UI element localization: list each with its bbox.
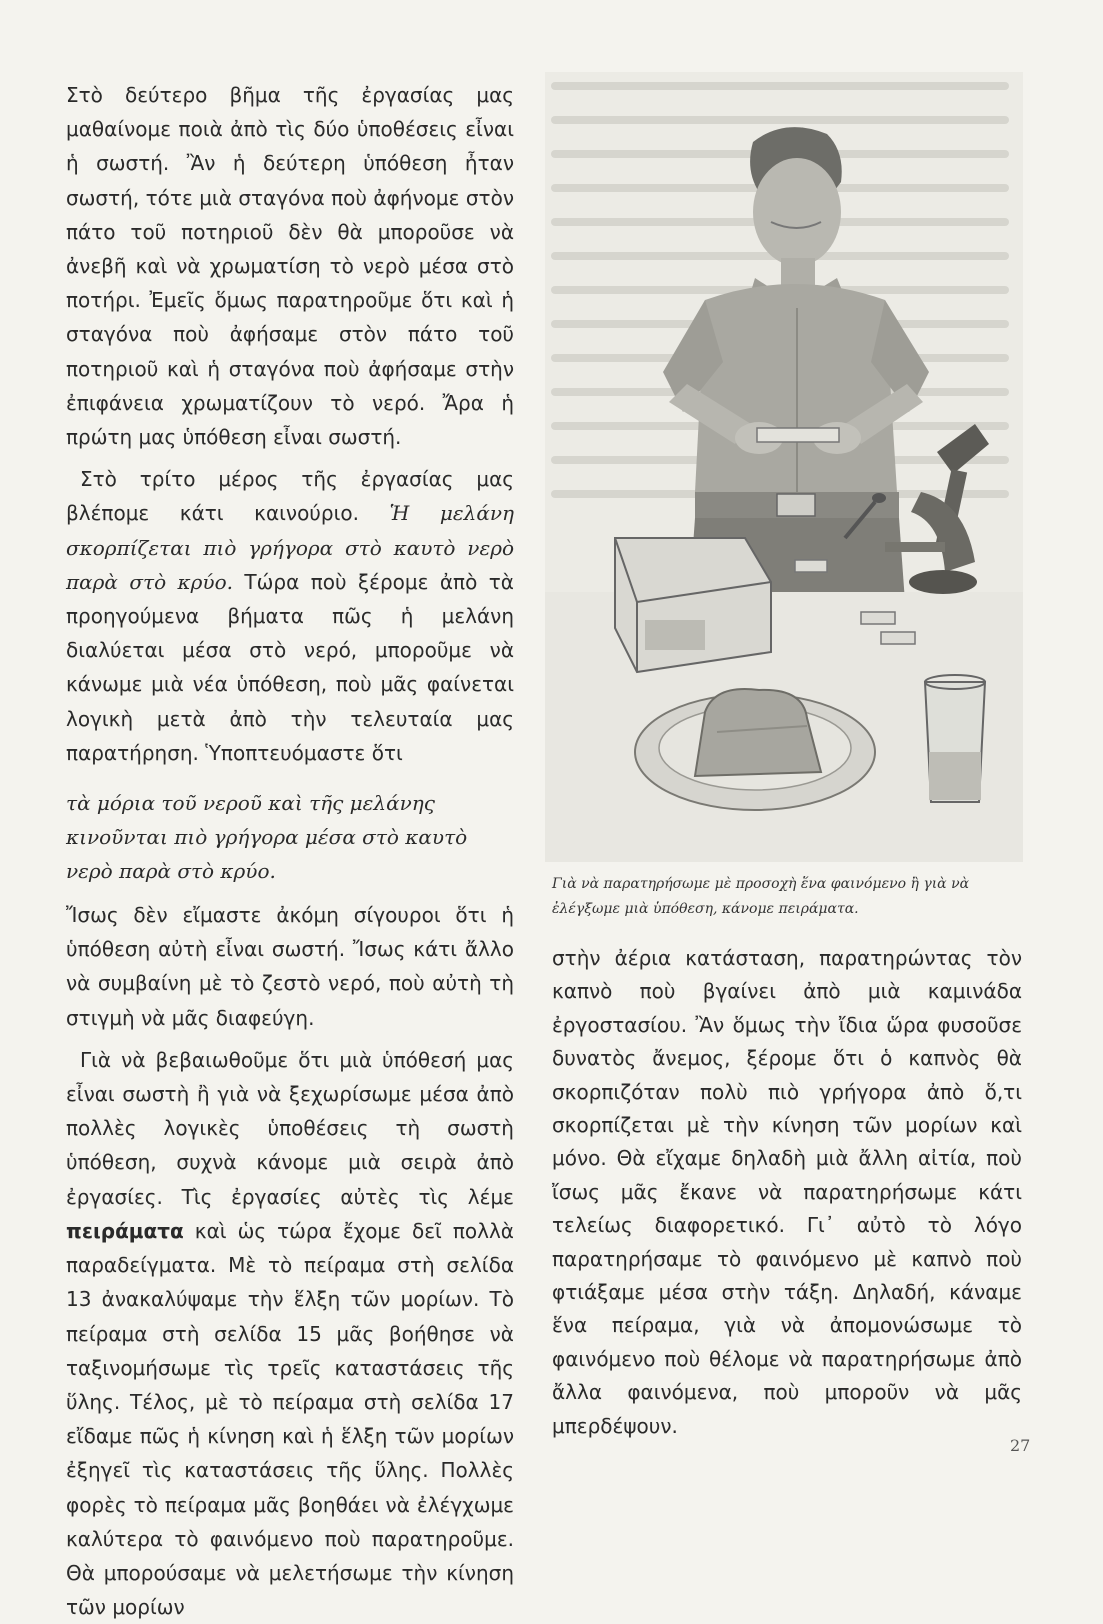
term-experiments: πειράματα (66, 1218, 184, 1243)
paragraph-step-three-start: Στὸ τρίτο μέρος τῆς ἐργασίας μας βλέπομε κάτι καινούριο. (66, 467, 514, 526)
paragraph-smoke-experiment: στὴν ἀέρια κατάσταση, παρατηρώντας τὸν καπνὸ ποὺ βγαίνει ἀπὸ μιὰ καμινάδα ἐργοστασίου. Ἂν ὅμως τὴν ἴδια ὥρα φυσοῦσε δυνατὸς ἄνεμος, ξέρομε ὅτι ὁ καπνὸς θὰ σκορπιζόταν πολὺ πιὸ γρήγορα ἀπὸ ὅ,τι σκορπίζεται μὲ τὴν κίνηση τῶν μορίων καὶ μόνο. Θὰ εἴχαμε δηλαδὴ μιὰ ἄλλη αἰτία, ποὺ ἴσως μᾶς ἔκανε νὰ παρατηρήσωμε κάτι τελείως διαφορετικό. Γι᾿ αὐτὸ τὸ λόγο παρατηρήσαμε τὸ φαινόμενο μὲ καπνὸ ποὺ φτιάξαμε μέσα στὴν τάξη. Δηλαδή, κάναμε ἕνα πείραμα, γιὰ νὰ ἀπομονώσωμε τὸ φαινόμενο ποὺ θέλομε νὰ παρατηρήσωμε ἀπὸ ἄλλα φαινόμενα, ποὺ μποροῦν νὰ μᾶς μπερδέψουν. (552, 946, 1022, 1438)
left-column (66, 78, 514, 1624)
paragraph-step-three (66, 462, 514, 770)
right-column (552, 942, 1022, 1443)
hypothesis-quote: τὰ μόρια τοῦ νεροῦ καὶ τῆς μελάνης κινοῦνται πιὸ γρήγορα μέσα στὸ καυτὸ νερὸ παρὰ στὸ κρύο. (66, 791, 468, 884)
paragraph-step-three-end: Τώρα ποὺ ξέρομε ἀπὸ τὰ προηγούμενα βήματα πῶς ἡ μελάνη διαλύεται μέσα στὸ νερό, μποροῦμε νὰ κάνωμε μιὰ νέα ὑπόθεση, ποὺ μᾶς φαίνεται λογικὴ μετὰ ἀπὸ τὴν τελευταία μας παρατήρηση. Ὑποπτευόμαστε ὅτι (66, 569, 514, 765)
paragraph-uncertainty: Ἴσως δὲν εἴμαστε ἀκόμη σίγουροι ὅτι ἡ ὑπόθεση αὐτὴ εἶναι σωστή. Ἴσως κάτι ἄλλο νὰ συμβαίνη μὲ τὸ ζεστὸ νερό, ποὺ αὐτὴ τὴ στιγμὴ νὰ μᾶς διαφεύγη. (66, 903, 514, 1030)
paragraph-step-two: Στὸ δεύτερο βῆμα τῆς ἐργασίας μας μαθαίνομε ποιὰ ἀπὸ τὶς δύο ὑποθέσεις εἶναι ἡ σωστή. Ἂν ἡ δεύτερη ὑπόθεση ἦταν σωστή, τότε μιὰ σταγόνα ποὺ ἀφήνομε στὸν πάτο τοῦ ποτηριοῦ δὲν θὰ μποροῦσε νὰ ἀνεβῆ καὶ νὰ χρωματίση τὸ νερὸ μέσα στὸ ποτήρι. Ἐμεῖς ὅμως παρατηροῦμε ὅτι καὶ ἡ σταγόνα ποὺ ἀφήσαμε στὸν πάτο τοῦ ποτηριοῦ καὶ ἡ σταγόνα ποὺ ἀφήσαμε στὴν ἐπιφάνεια χρωματίζουν τὸ νερό. Ἄρα ἡ πρώτη μας ὑπόθεση εἶναι σωστή. (66, 83, 514, 450)
figure-caption: Γιὰ νὰ παρατηρήσωμε μὲ προσοχὴ ἕνα φαινόμενο ἢ γιὰ νὰ ἐλέγξωμε μιὰ ὑπόθεση, κάνομε πειράματα. (552, 876, 970, 917)
illustration-boy-experimenting (545, 72, 1023, 862)
paragraph-experiments-end: καὶ ὡς τώρα ἔχομε δεῖ πολλὰ παραδείγματα. Μὲ τὸ πείραμα στὴ σελίδα 13 ἀνακαλύψαμε τὴν ἕλξη τῶν μορίων. Τὸ πείραμα στὴ σελίδα 15 μᾶς βοήθησε νὰ ταξινομήσωμε τὶς τρεῖς καταστάσεις τῆς ὕλης. Τέλος, μὲ τὸ πείραμα στὴ σελίδα 17 εἴδαμε πῶς ἡ κίνηση καὶ ἡ ἕλξη τῶν μορίων ἐξηγεῖ τὶς καταστάσεις τῆς ὕλης. Πολλὲς φορὲς τὸ πείραμα μᾶς βοηθάει νὰ ἐλέγχωμε καλύτερα τὸ φαινόμενο ποὺ παρατηροῦμε. Θὰ μπορούσαμε νὰ μελετήσωμε τὴν κίνηση τῶν μορίων (66, 1218, 514, 1620)
paragraph-experiments-start: Γιὰ νὰ βεβαιωθοῦμε ὅτι μιὰ ὑπόθεσή μας εἶναι σωστὴ ἢ γιὰ νὰ ξεχωρίσωμε μέσα ἀπὸ πολλὲς λογικὲς ὑποθέσεις τὴ σωστὴ ὑπόθεση, συχνὰ κάνομε μιὰ σειρὰ ἀπὸ ἐργασίες. Τὶς ἐργασίες αὐτὲς τὶς λέμε (66, 1047, 514, 1209)
page-number: 27 (1010, 1436, 1031, 1455)
paragraph-experiments (66, 1043, 514, 1624)
italic-observation: Ἡ μελάνη σκορπίζεται πιὸ γρήγορα στὸ καυτὸ νερὸ παρὰ στὸ κρύο. (66, 501, 514, 594)
